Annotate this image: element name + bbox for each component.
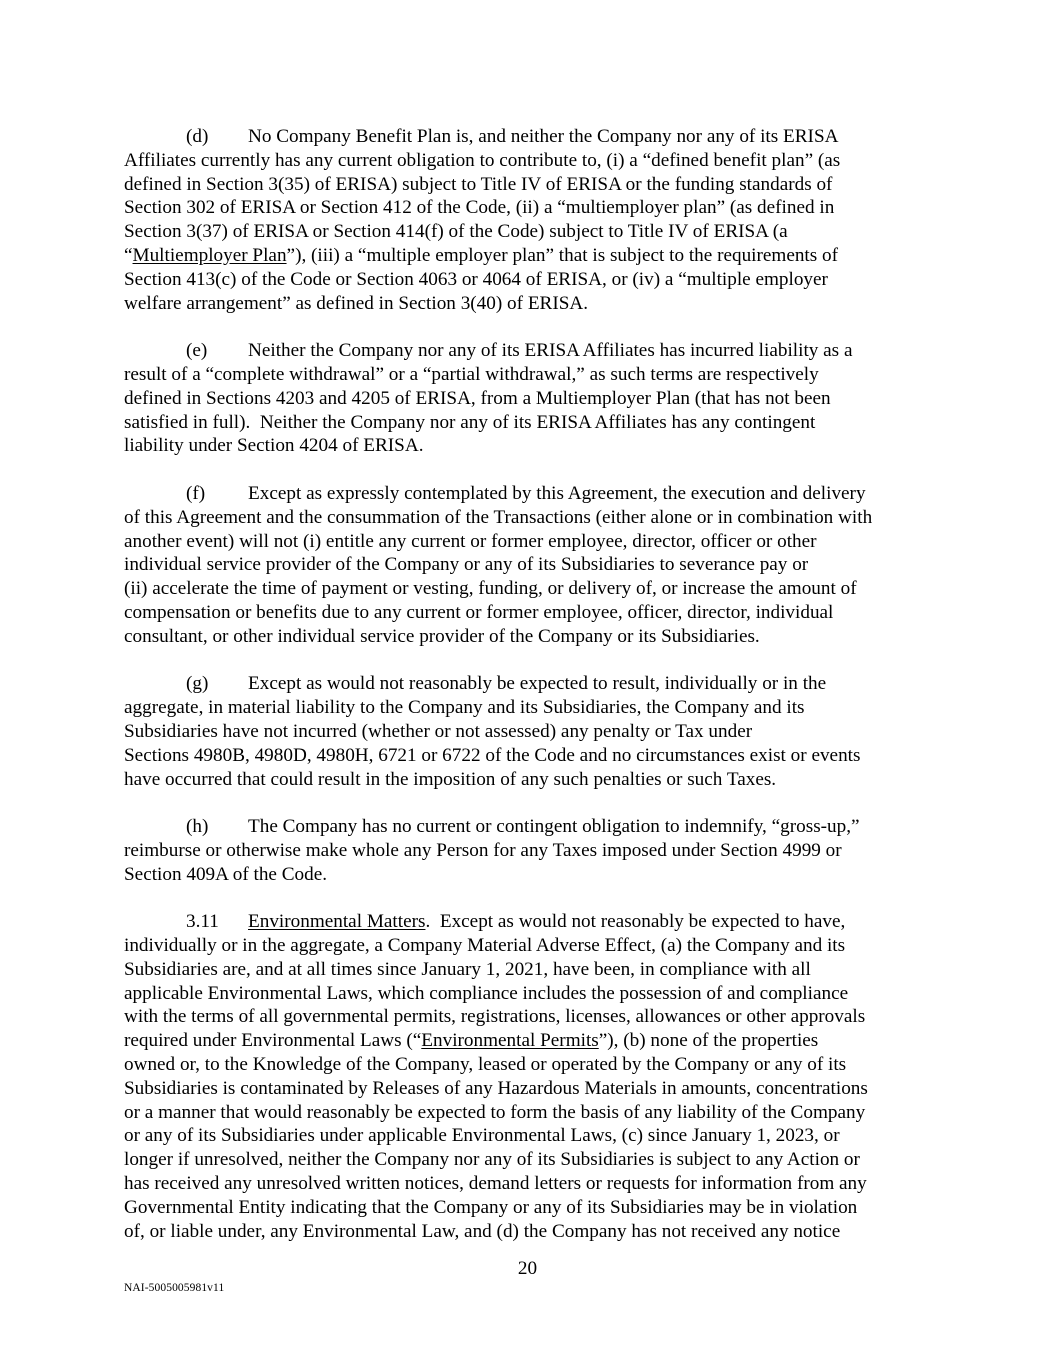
section-3-11: 3.11 Environmental Matters. Except as would not reasonably be expected to have, individually or in the aggregate, a Company Material Adverse Effect, (a) the Company and its Subsidiaries are, and at all times since January 1, 2021, have been, in compliance with all applicable Environmental Laws, which compliance includes the possession of and compliance with the terms of all governmental permits, registrations, licenses, allowances or other approvals required under Environmental Laws (“Environmental Permits”), (b) none of the properties owned or, to the Knowledge of the Company, leased or operated by the Company or any of its Subsidiaries is contaminated by Releases of any Hazardous Materials in amounts, concentrations or a manner that would reasonably be expected to form the basis of any liability of the Company or any of its Subsidiaries under applicable Environmental Laws, (c) since January 1, 2023, or longer if unresolved, neither the Company nor any of its Subsidiaries is subject to any Action or has received any unresolved written notices, demand letters or requests for information from any Governmental Entity indicating that the Company or any of its Subsidiaries may be in violation of, or liable under, any Environmental Law, and (d) the Company has not received any notice [124, 911, 868, 1242]
section-f: (f) Except as expressly contemplated by this Agreement, the execution and delivery of this Agreement and the consummation of the Transactions (either alone or in combination with another event) will not (i) entitle any current or former employee, director, officer or other individual service provider of the Company or any of its Subsidiaries to severance pay or (ii) accelerate the time of payment or vesting, funding, or delivery of, or increase the amount of compensation or benefits due to any current or former employee, officer, director, individual consultant, or other individual service provider of the Company or its Subsidiaries. [124, 482, 873, 647]
section-e: (e) Neither the Company nor any of its ERISA Affiliates has incurred liability as a result of a “complete withdrawal” or a “partial withdrawal,” as such terms are respectively defined in Sections 4203 and 4205 of ERISA, from a Multiemployer Plan (that has not been satisfied in full). Neither the Company nor any of its ERISA Affiliates has any contingent liability under Section 4204 of ERISA. [124, 340, 853, 457]
section-f-label: (f) [186, 482, 206, 504]
section-g-label: (g) [186, 673, 209, 695]
section-3-11-label: 3.11 [186, 911, 219, 933]
document-id: NAI-5005005981v11 [124, 1282, 225, 1294]
section-h-label: (h) [186, 816, 209, 838]
defined-term-environmental-permits: Environmental Permits [421, 1030, 599, 1052]
section-d: (d) No Company Benefit Plan is, and neither the Company nor any of its ERISA Affiliates currently has any current obligation to contribute to, (i) a “defined benefit plan” (as defined in Section 3(35) of ERISA) subject to Title IV of ERISA or the funding standards of Section 302 of ERISA or Section 412 of the Code, (ii) a “multiemployer plan” (as defined in Section 3(37) of ERISA or Section 414(f) of the Code) subject to Title IV of ERISA (a “Multiemployer Plan”), (iii) a “multiple employer plan” that is subject to the requirements of Section 413(c) of the Code or Section 4063 or 4064 of ERISA, or (iv) a “multiple employer welfare arrangement” as defined in Section 3(40) of ERISA. [124, 126, 841, 314]
document-body [124, 125, 934, 1267]
section-d-label: (d) [186, 126, 209, 147]
section-h: (h) The Company has no current or contingent obligation to indemnify, “gross-up,” reimburse or otherwise make whole any Person for any Taxes imposed under Section 4999 or Section 409A of the Code. [124, 816, 860, 885]
section-heading-environmental-matters: Environmental Matters [248, 911, 426, 933]
section-e-label: (e) [186, 340, 208, 362]
page-number: 20 [517, 1258, 538, 1279]
section-g: (g) Except as would not reasonably be expected to result, individually or in the aggregate, in material liability to the Company and its Subsidiaries, the Company and its Subsidiaries have not incurred (whether or not assessed) any penalty or Tax under Sections 4980B, 4980D, 4980H, 6721 or 6722 of the Code and no circumstances exist or events have occurred that could result in the imposition of any such penalties or such Taxes. [124, 673, 861, 790]
defined-term-multiemployer-plan: Multiemployer Plan [132, 244, 287, 266]
